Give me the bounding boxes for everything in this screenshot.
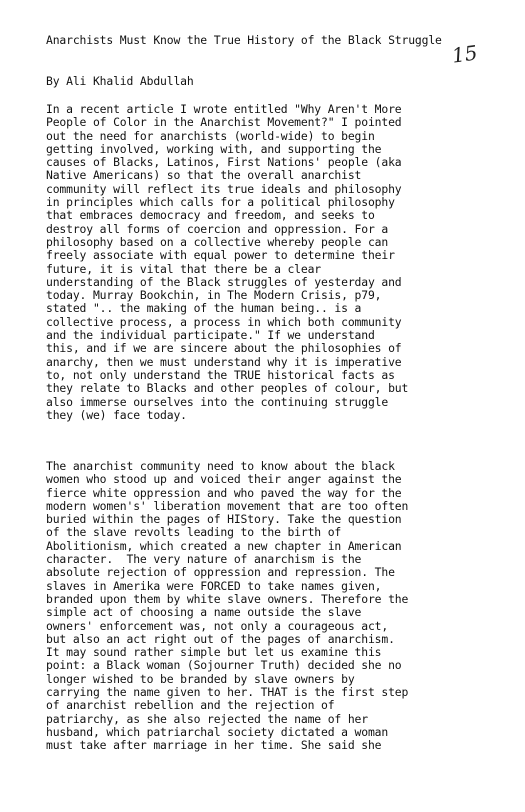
paragraph-line: It may sound rather simple but let us examine this: [46, 645, 382, 660]
paragraph-line: slaves in Amerika were FORCED to take names given,: [46, 578, 382, 593]
paragraph-line: longer wished to be branded by slave owners by: [46, 671, 355, 686]
paragraph-line: getting involved, working with, and supporting the: [46, 141, 382, 156]
paragraph-line: understanding of the Black struggles of yesterday and: [46, 274, 402, 289]
paragraph-line: in principles which calls for a political philosophy: [46, 195, 395, 210]
paragraph-line: anarchy, then we must understand why it is imperative: [46, 354, 402, 369]
paragraph-line: absolute rejection of oppression and repression. The: [46, 565, 395, 580]
paragraph-line: carrying the name given to her. THAT is the first step: [46, 685, 409, 700]
paragraph-line: branded upon them by white slave owners. Therefore the: [46, 591, 409, 606]
paragraph-line: causes of Blacks, Latinos, First Nations' people (aka: [46, 155, 402, 170]
paragraph-line: husband, which patriarchal society dictated a woman: [46, 724, 389, 739]
paragraph-line: but also an act right out of the pages of anarchism.: [46, 631, 395, 646]
paragraph-line: to, not only understand the TRUE historical facts as: [46, 367, 395, 382]
paragraph-line: buried within the pages of HIStory. Take the question: [46, 512, 402, 527]
paragraph-line: The anarchist community need to know about the black: [46, 459, 395, 473]
paragraph-1: [46, 103, 481, 422]
paragraph-line: philosophy based on a collective whereby people can: [46, 234, 389, 249]
paragraph-line: that embraces democracy and freedom, and seeks to: [46, 208, 375, 223]
paragraph-line: they relate to Blacks and other peoples of colour, but: [46, 381, 409, 396]
paragraph-line: of anarchist rebellion and the rejection of: [46, 698, 335, 713]
paragraph-line: simple act of choosing a name outside the slave: [46, 605, 362, 620]
paragraph-line: modern women's' liberation movement that are too often: [46, 498, 409, 513]
article-title: Anarchists Must Know the True History of the Black Struggle: [46, 33, 442, 47]
paragraph-line: collective process, a process in which both community: [46, 314, 402, 329]
paragraph-line: community will reflect its true ideals and philosophy: [46, 181, 402, 196]
paragraph-line: Abolitionism, which created a new chapter in American: [46, 538, 402, 553]
paragraph-line: of the slave revolts leading to the birth of: [46, 525, 342, 540]
paragraph-line: they (we) face today.: [46, 407, 187, 422]
paragraph-line: future, it is vital that there be a clear: [46, 261, 322, 276]
paragraph-line: point: a Black woman (Sojourner Truth) decided she no: [46, 658, 402, 673]
handwritten-page-number: 15: [450, 40, 479, 68]
author-byline: By Ali Khalid Abdullah: [46, 74, 194, 88]
paragraph-line: must take after marriage in her time. She said she: [46, 738, 382, 753]
paragraph-line: owners' enforcement was, not only a courageous act,: [46, 618, 389, 633]
paragraph-2: [46, 460, 481, 753]
paragraph-line: patriarchy, as she also rejected the name of her: [46, 711, 368, 726]
paragraph-line: also immerse ourselves into the continuing struggle: [46, 394, 389, 409]
paragraph-line: stated ".. the making of the human being.. is a: [46, 301, 362, 316]
paragraph-line: character. The very nature of anarchism is the: [46, 552, 362, 567]
paragraph-line: today. Murray Bookchin, in The Modern Crisis, p79,: [46, 288, 382, 303]
paragraph-line: Native Americans) so that the overall anarchist: [46, 168, 362, 183]
paragraph-line: In a recent article I wrote entitled "Why Aren't More: [46, 102, 402, 116]
paragraph-line: women who stood up and voiced their anger against the: [46, 472, 402, 487]
paragraph-line: People of Color in the Anarchist Movement?" I pointed: [46, 115, 402, 130]
paragraph-line: out the need for anarchists (world-wide) to begin: [46, 128, 375, 143]
paragraph-line: fierce white oppression and who paved the way for the: [46, 485, 402, 500]
paragraph-line: this, and if we are sincere about the philosophies of: [46, 341, 402, 356]
paragraph-line: freely associate with equal power to determine their: [46, 248, 395, 263]
paragraph-line: destroy all forms of coercion and oppression. For a: [46, 221, 389, 236]
paragraph-line: and the individual participate." If we understand: [46, 328, 375, 343]
